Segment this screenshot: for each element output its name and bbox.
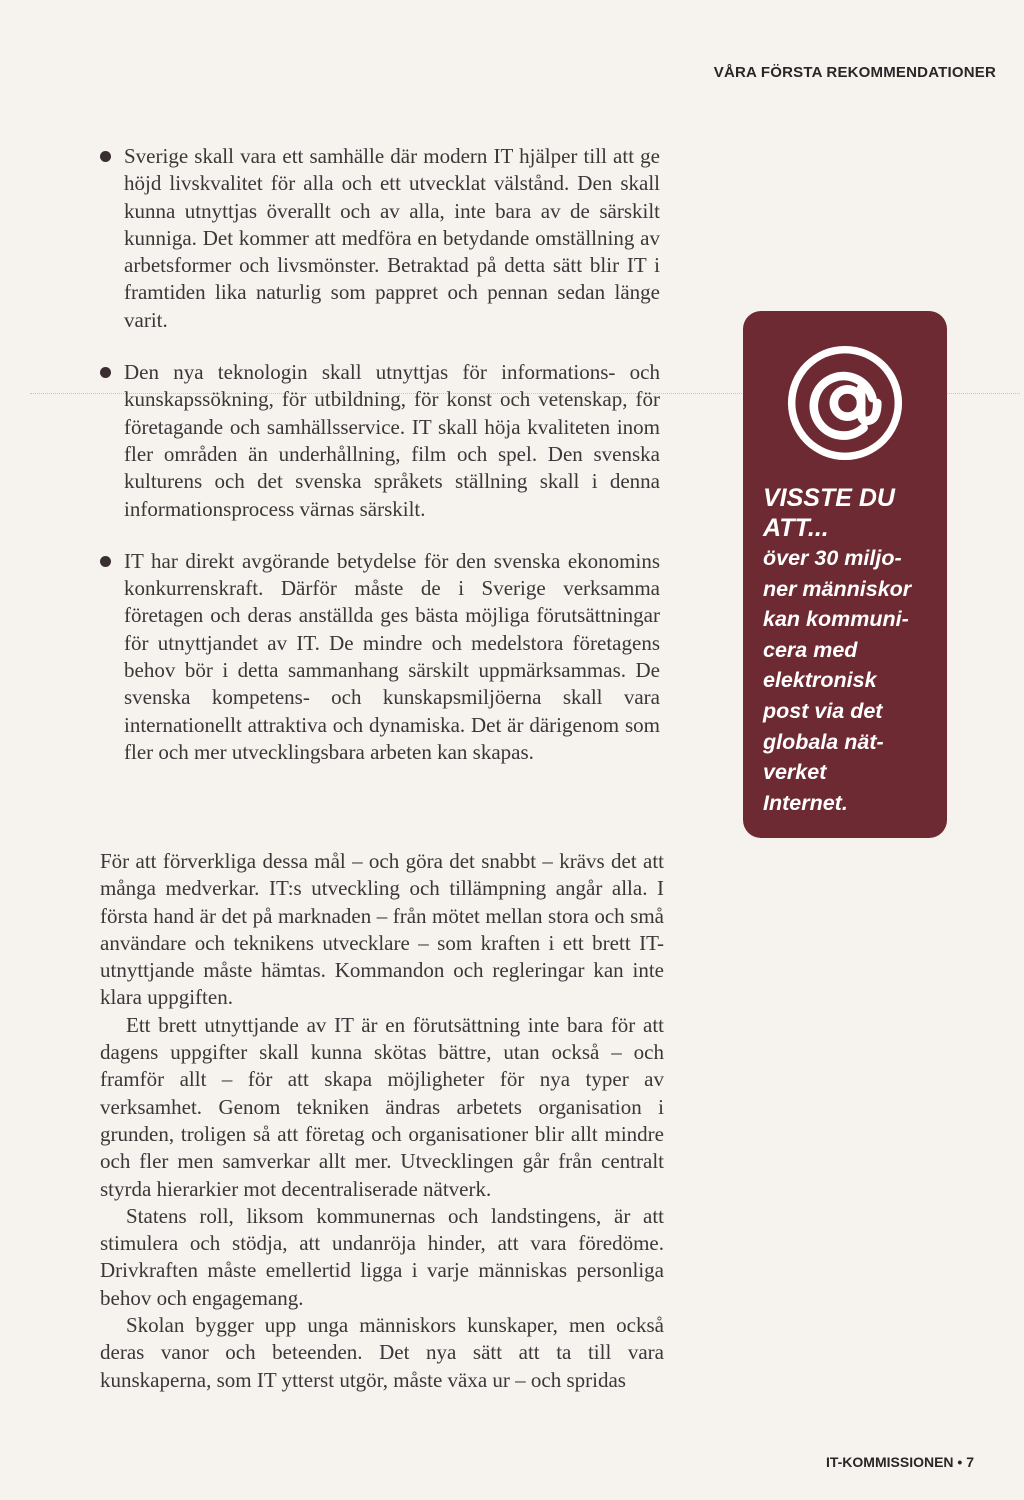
bullet-text: Sverige skall vara ett samhälle där modern IT hjälper till att ge höjd livskvalitet för alla och ett utvecklat välstånd. Den skall kunna utnyttjas överallt och av alla, inte bara av de särskilt kunniga. Det kommer att medföra en betydande omställning av arbetsformer och livsmönster. Betraktad på detta sätt blir IT i framtiden lika naturlig som pappret och pennan sedan länge varit. <box>124 144 660 332</box>
bullet-item <box>100 143 660 334</box>
sidebar-heading <box>763 483 941 543</box>
sidebar-text-line: Internet. <box>763 790 848 815</box>
sidebar-text-line: verket <box>763 760 827 785</box>
page-footer: IT-KOMMISSIONEN • 7 <box>825 1454 974 1470</box>
sidebar-text-line: elektronisk <box>763 668 877 693</box>
sidebar-text-line: cera med <box>763 637 858 662</box>
bullet-text: Den nya teknologin skall utnyttjas för informations- och kunskapssökning, för utbildning, för konst och vetenskap, för företagande och samhällsservice. IT skall höja kvaliteten inom fler områden än underhållning, film och spel. Den svenska kulturens och det svenska språkets ställning skall i denna informationsprocess värnas särskilt. <box>124 360 660 521</box>
sidebar-heading-line: VISSTE DU <box>763 484 895 512</box>
body-paragraph: För att förverkliga dessa mål – och göra det snabbt – krävs det att många medverkar. IT:s utveckling och tillämpning angår alla. I första hand är det på marknaden – från mötet mellan stora och små användare och teknikens utvecklare – som kraften i ett brett IT-utnyttjande måste hämtas. Kommandon och regleringar kan inte klara uppgiften. <box>100 849 664 1010</box>
sidebar-heading-line: ATT... <box>763 514 829 542</box>
running-head: VÅRA FÖRSTA REKOMMENDATIONER <box>713 64 996 81</box>
bullet-item <box>100 359 660 523</box>
sidebar-text <box>763 543 943 818</box>
body-paragraph: Ett brett utnyttjande av IT är en förutsättning inte bara för att dagens uppgifter skall kunna skötas bättre, utan också – och framför allt – för att skapa möjligheter för nya typer av verksamhet. Genom tekniken ändras arbetets organisation i grunden, troligen så att företag och organisationer blir allt mindre och fler men samverkar allt mer. Utvecklingen går från centralt styrda hierarkier mot decentraliserade nätverk. <box>100 1012 664 1201</box>
bullet-list <box>100 143 660 791</box>
body-paragraph: Skolan bygger upp unga människors kunskaper, men också deras vanor och beteenden. Det nya sätt att ta till vara kunskaperna, som IT ytterst utgör, måste växa ur – och spridas <box>100 1313 664 1392</box>
bullet-dot-icon <box>100 556 111 567</box>
sidebar-text-line: globala nät- <box>763 729 884 754</box>
sidebar-text-line: över 30 miljo- <box>763 546 902 570</box>
sidebar-text-line: post via det <box>763 698 883 723</box>
body-text <box>100 848 664 1394</box>
sidebar-text-line: kan kommuni- <box>763 607 909 632</box>
at-sign-icon <box>783 341 907 465</box>
body-paragraph: Statens roll, liksom kommunernas och landstingens, är att stimulera och stödja, att undanröja hinder, att vara föredöme. Drivkraften måste emellertid ligga i varje människas personliga behov och engagemang. <box>100 1203 664 1310</box>
bullet-text: IT har direkt avgörande betydelse för den svenska ekonomins konkurrenskraft. Därför måste de i Sverige verksamma företagen och deras anställda ges bästa möjliga förutsättningar för utnyttjandet av IT. De mindre och medelstora företagens behov bör i detta sammanhang särskilt uppmärksammas. De svenska kompetens- och kunskapsmiljöerna skall vara internationellt attraktiva och dynamiska. Det är därigenom som fler och mer utvecklingsbara arbeten kan skapas. <box>124 548 660 764</box>
bullet-dot-icon <box>100 367 111 378</box>
sidebar-text-line: ner människor <box>763 576 912 601</box>
bullet-item <box>100 548 660 766</box>
did-you-know-sidebar <box>743 311 947 838</box>
bullet-dot-icon <box>100 151 111 162</box>
